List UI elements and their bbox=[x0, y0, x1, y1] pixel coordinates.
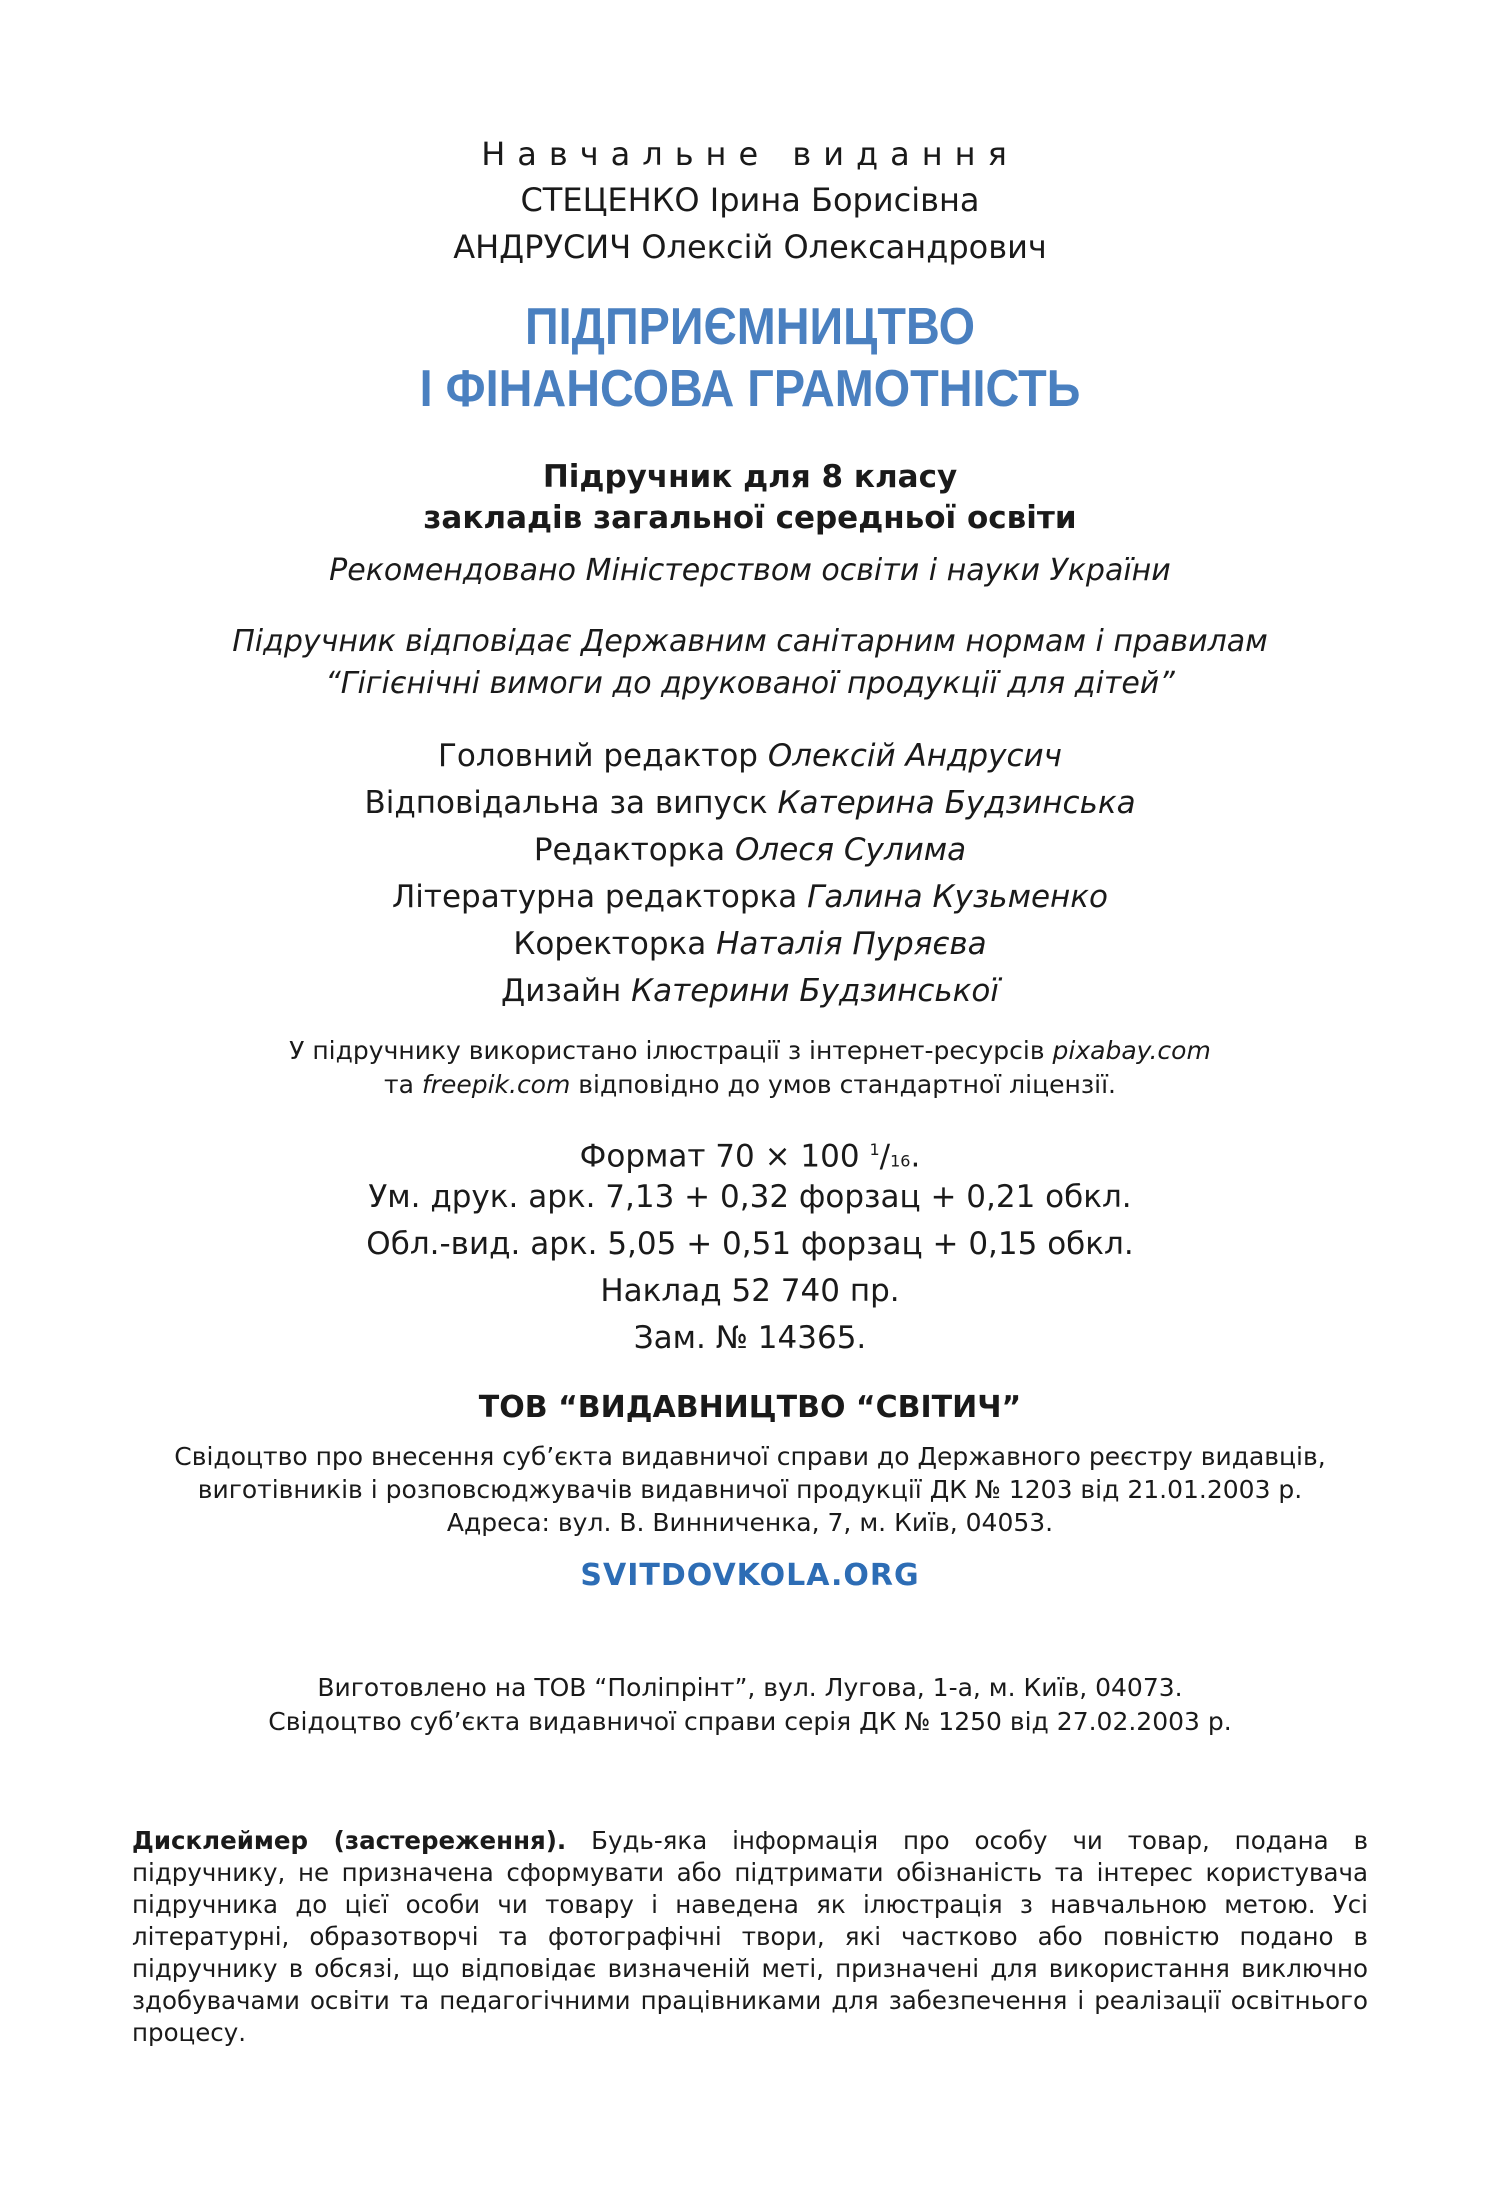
hygiene-line-2: “Гігієнічні вимоги до друкованої продукції для дітей” bbox=[325, 666, 1175, 701]
spec-circulation: Наклад 52 740 пр. bbox=[600, 1273, 900, 1309]
credit-name: Катерини Будзинської bbox=[631, 973, 999, 1009]
credit-role: Дизайн bbox=[501, 973, 622, 1009]
hygiene-line-1: Підручник відповідає Державним санітарним нормам і правилам bbox=[232, 624, 1268, 659]
illustrations-text: У підручнику використано ілюстрації з інтернет-ресурсів bbox=[289, 1036, 1045, 1065]
certificate-line-2: виготівників і розповсюджувачів видавничої продукції ДК № 1203 від 21.01.2003 р. bbox=[197, 1475, 1303, 1504]
credit-chief-editor bbox=[0, 736, 1500, 776]
spec-format: Формат 70 × 100 $^1$/16. bbox=[579, 1138, 921, 1175]
illustrations-site-pixabay: pixabay.com bbox=[1052, 1036, 1211, 1065]
credit-editor bbox=[0, 830, 1500, 870]
format-fraction-numerator: 1 bbox=[869, 1140, 880, 1159]
spec-print-sheets: Ум. друк. арк. 7,13 + 0,32 форзац + 0,21 обкл. bbox=[368, 1179, 1132, 1215]
recommendation: Рекомендовано Міністерством освіти і науки України bbox=[329, 553, 1171, 588]
credit-literary-editor bbox=[0, 877, 1500, 917]
certificate-line-1: Свідоцтво про внесення суб’єкта видавничої справи до Державного реєстру видавців, bbox=[174, 1442, 1326, 1471]
subtitle-line-2: закладів загальної середньої освіти bbox=[423, 500, 1077, 536]
book-title-line-2: І ФІНАНСОВА ГРАМОТНІСТЬ bbox=[419, 360, 1081, 418]
credit-role: Головний редактор bbox=[438, 738, 758, 774]
subtitle-line-1: Підручник для 8 класу bbox=[542, 459, 958, 495]
illustrations-note-line-2 bbox=[0, 1069, 1500, 1101]
spec-publication-sheets: Обл.-вид. арк. 5,05 + 0,51 форзац + 0,15 обкл. bbox=[366, 1226, 1134, 1262]
format-fraction-denominator: 16 bbox=[890, 1151, 911, 1171]
manufacturer-line-1: Виготовлено на ТОВ “Поліпрінт”, вул. Лугова, 1-а, м. Київ, 04073. bbox=[317, 1673, 1183, 1702]
credit-name: Катерина Будзинська bbox=[777, 785, 1136, 821]
format-end: . bbox=[910, 1138, 921, 1175]
book-title bbox=[75, 296, 1425, 420]
credit-responsible bbox=[0, 783, 1500, 823]
credit-proofreader bbox=[0, 924, 1500, 964]
author-1: СТЕЦЕНКО Ірина Борисівна bbox=[520, 181, 980, 219]
publisher-name: ТОВ “ВИДАВНИЦТВО “СВІТИЧ” bbox=[478, 1390, 1022, 1425]
disclaimer-text: Будь-яка інформація про особу чи товар, подана в підручнику, не призначена сформувати або підтримати обізнаність та інтерес користувача підручника до цієї особи чи товару і наведена як ілюстрація з навчальною метою. Усі літературні, образотворчі та фотографічні твори, які частково або повністю подано в підручнику в обсязі, що відповідає визначеній меті, призначені для використання виключно здобувачами освіти та педагогічними працівниками для забезпечення і реалізації освітнього процесу. bbox=[132, 1826, 1369, 2047]
credit-name: Наталія Пуряєва bbox=[716, 926, 987, 962]
credit-name: Галина Кузьменко bbox=[807, 879, 1108, 915]
credit-role: Коректорка bbox=[513, 926, 707, 962]
illustrations-pre: та bbox=[384, 1070, 414, 1099]
credit-role: Редакторка bbox=[533, 832, 726, 868]
website-link[interactable]: SVITDOVKOLA.ORG bbox=[580, 1558, 920, 1593]
disclaimer-label: Дисклеймер (застереження). bbox=[132, 1826, 567, 1855]
credit-role: Відповідальна за випуск bbox=[364, 785, 768, 821]
disclaimer bbox=[132, 1825, 1368, 2049]
spec-order-number: Зам. № 14365. bbox=[633, 1320, 867, 1356]
format-label: Формат 70 × 100 bbox=[579, 1138, 860, 1175]
book-title-line-1: ПІДПРИЄМНИЦТВО bbox=[525, 298, 975, 356]
author-2: АНДРУСИЧ Олексій Олександрович bbox=[453, 228, 1047, 266]
credit-name: Олексій Андрусич bbox=[767, 738, 1062, 774]
manufacturer-line-2: Свідоцтво суб’єкта видавничої справи серія ДК № 1250 від 27.02.2003 р. bbox=[268, 1707, 1232, 1736]
illustrations-site-freepik: freepik.com bbox=[421, 1070, 571, 1099]
edition-type: Навчальне видання bbox=[481, 135, 1019, 173]
credit-design bbox=[0, 971, 1500, 1011]
illustrations-note-line-1 bbox=[0, 1035, 1500, 1067]
publisher-address: Адреса: вул. В. Винниченка, 7, м. Київ, 04053. bbox=[446, 1508, 1054, 1537]
credit-role: Літературна редакторка bbox=[392, 879, 798, 915]
credit-name: Олеся Сулима bbox=[735, 832, 967, 868]
illustrations-post: відповідно до умов стандартної ліцензії. bbox=[578, 1070, 1116, 1099]
